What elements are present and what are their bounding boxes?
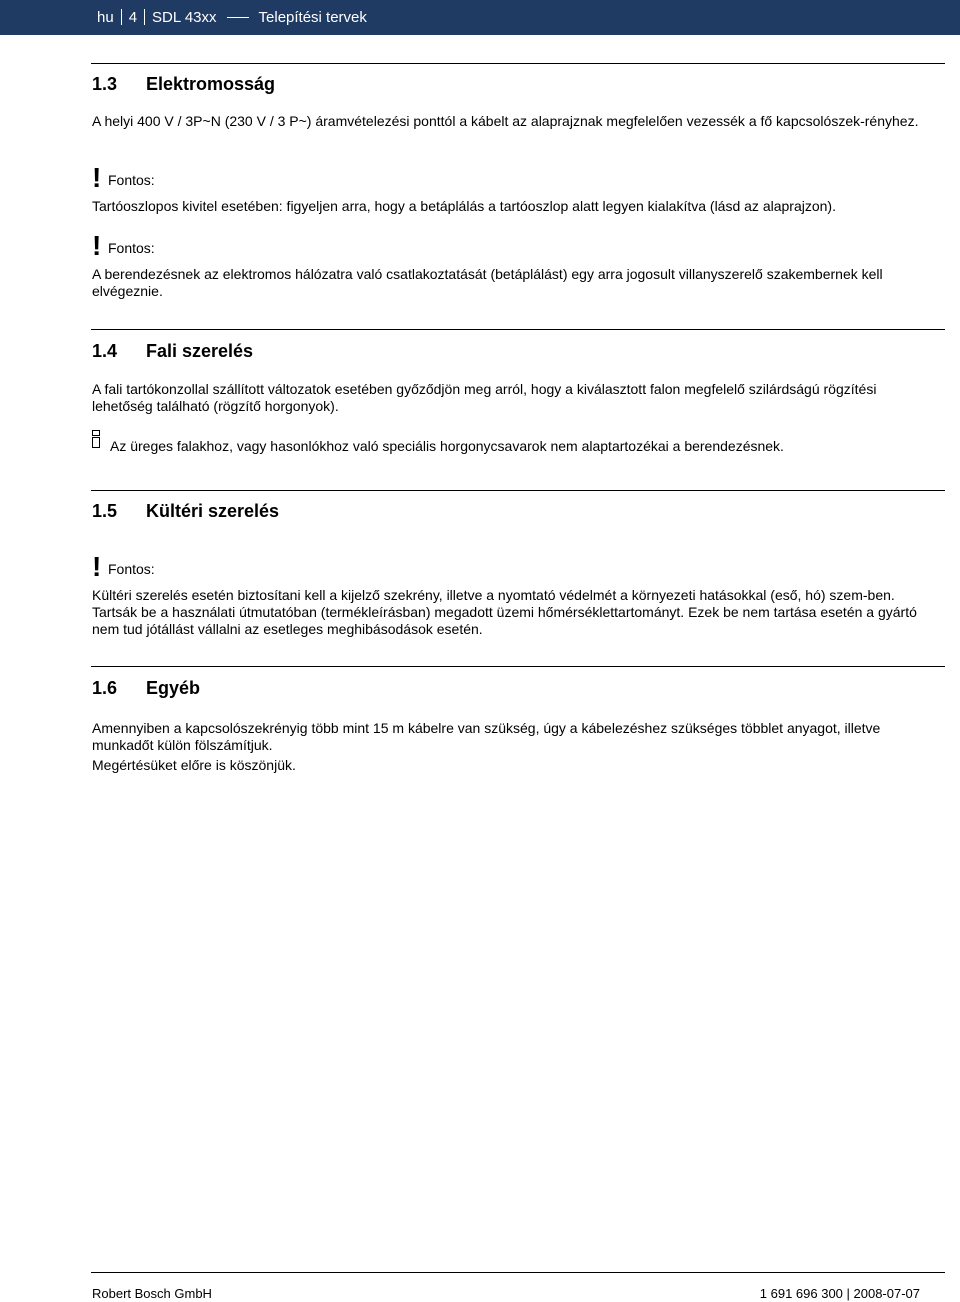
header-separator: [144, 9, 145, 25]
section-intro: Amennyiben a kapcsolószekrényig több mint 15 m kábelre van szükség, úgy a kábelezéshez szükséges többlet anyagot, illetve munkadőt külön fölszámítjuk.: [92, 720, 881, 753]
exclamation-icon: !: [92, 162, 102, 193]
section-number: 1.6: [92, 678, 118, 698]
header-page-number: 4: [128, 9, 138, 26]
page-header: [0, 0, 960, 35]
header-line: [97, 0, 367, 35]
section-divider: [91, 63, 945, 64]
section-intro: A fali tartókonzollal szállított változatok esetében győződjön meg arról, hogy a kiválasztott falon megfelelő szilárdságú rögzítési lehetőség található (rögzítő horgonyok).: [92, 381, 877, 414]
section-divider: [91, 490, 945, 491]
header-lang: hu: [97, 9, 114, 26]
warning-label: ! Fontos:: [92, 162, 155, 193]
section-number: 1.4: [92, 341, 118, 361]
hint-text: Az üreges falakhoz, vagy hasonlókhoz való speciális horgonycsavarok nem alaptartozékai a berendezésnek.: [110, 438, 784, 454]
header-model: SDL 43xx: [152, 9, 217, 26]
footer-company: Robert Bosch GmbH: [92, 1286, 212, 1301]
section-title-1-5: [92, 501, 279, 522]
section-heading: Kültéri szerelés: [146, 501, 280, 521]
section-title-1-3: [92, 74, 275, 95]
closing-text: Megértésüket előre is köszönjük.: [92, 757, 296, 773]
section-title-1-6: [92, 678, 200, 699]
header-dash: [227, 17, 249, 18]
warning-label: ! Fontos:: [92, 551, 155, 582]
section-intro: A helyi 400 V / 3P~N (230 V / 3 P~) áramvételezési ponttól a kábelt az alaprajznak megfelelően vezessék a fő kapcsolószek-rényhez.: [92, 113, 919, 129]
warning-label: ! Fontos:: [92, 230, 155, 261]
section-title-1-4: [92, 341, 253, 362]
header-separator: [121, 9, 122, 25]
footer-divider: [91, 1272, 945, 1273]
exclamation-icon: !: [92, 230, 102, 261]
section-divider: [91, 329, 945, 330]
section-heading: Fali szerelés: [146, 341, 254, 361]
section-heading: Egyéb: [146, 678, 201, 698]
warning-text: A berendezésnek az elektromos hálózatra való csatlakoztatását (betáplálást) egy arra jogosult villanyszerelő szakembernek kell elvégeznie.: [92, 266, 883, 299]
header-doc-title: Telepítési tervek: [258, 9, 367, 26]
footer-doc-ref: 1 691 696 300 | 2008-07-07: [759, 1286, 920, 1301]
section-number: 1.5: [92, 501, 118, 521]
exclamation-icon: !: [92, 551, 102, 582]
section-number: 1.3: [92, 74, 118, 94]
section-heading: Elektromosság: [146, 74, 276, 94]
warning-text: Kültéri szerelés esetén biztosítani kell a kijelző szekrény, illetve a nyomtató védelmét a környezeti hatásokkal (eső, hó) szem-ben. Tartsák be a használati útmutatóban (termékleírásban) megadott üzemi hőmérséklettartományt. Ezek be nem tartása esetén a gyártó nem tud jótállást vállalni az esetleges meghibásodások esetén.: [92, 587, 917, 637]
info-note-icon: [92, 430, 100, 447]
section-divider: [91, 666, 945, 667]
warning-text: Tartóoszlopos kivitel esetében: figyeljen arra, hogy a betáplálás a tartóoszlop alatt legyen kialakítva (lásd az alaprajzon).: [92, 198, 836, 214]
